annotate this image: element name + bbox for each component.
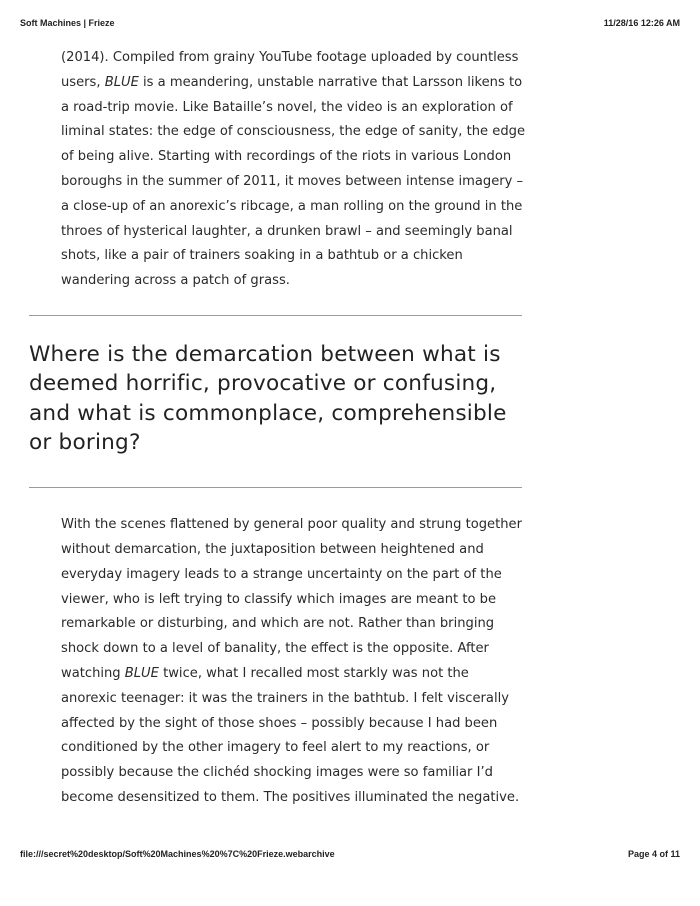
file-url: file:///secret%20desktop/Soft%20Machines%20%7C%20Frieze.webarchive xyxy=(20,849,335,859)
pullquote-bottom-divider xyxy=(29,487,522,488)
print-footer xyxy=(20,849,680,863)
print-header xyxy=(20,18,680,32)
pull-quote: Where is the demarcation between what is deemed horrific, provocative or confusing, and what is commonplace, comprehensible or boring? xyxy=(29,341,507,455)
paragraph-text: With the scenes flattened by general poor quality and strung together without demarcation, the juxtaposition between heightened and everyday imagery leads to a strange uncertainty on the part of the viewer, who is left trying to classify which images are meant to be remarkable or disturbing, and which are not. Rather than bringing shock down to a level of banality, the effect is the opposite. After watching xyxy=(61,517,522,681)
paragraph-text: (2014). Compiled from grainy YouTube footage uploaded by countless users, xyxy=(61,50,519,90)
paragraph-text: is a meandering, unstable narrative that Larsson likens to a road-trip movie. Like Bataille’s novel, the video is an exploration of liminal states: the edge of consciousness, the edge of sanity, the edge of being alive. Starting with recordings of the riots in various London boroughs in the summer of 2011, it moves between intense imagery – a close-up of an anorexic’s ribcage, a man rolling on the ground in the throes of hysterical laughter, a drunken brawl – and seemingly banal shots, like a pair of trainers soaking in a bathtub or a chicken wandering across a patch of grass. xyxy=(61,74,526,289)
paragraph-text: twice, what I recalled most starkly was not the anorexic teenager: it was the trainers in the bathtub. I felt viscerally affected by the sight of those shoes – possibly because I had been conditioned by the other imagery to feel alert to my reactions, or possibly because the clichéd shocking images were so familiar I’d become desensitized to them. The positives illuminated the negative. xyxy=(61,665,520,805)
print-datetime: 11/28/16 12:26 AM xyxy=(603,18,680,28)
page-title: Soft Machines | Frieze xyxy=(20,18,115,28)
video-title-emphasis: BLUE xyxy=(124,665,159,681)
page-number: Page 4 of 11 xyxy=(627,849,680,859)
article-body xyxy=(0,46,700,811)
article-paragraph xyxy=(0,513,700,811)
video-title-emphasis: BLUE xyxy=(104,74,139,90)
article-paragraph xyxy=(0,46,700,294)
